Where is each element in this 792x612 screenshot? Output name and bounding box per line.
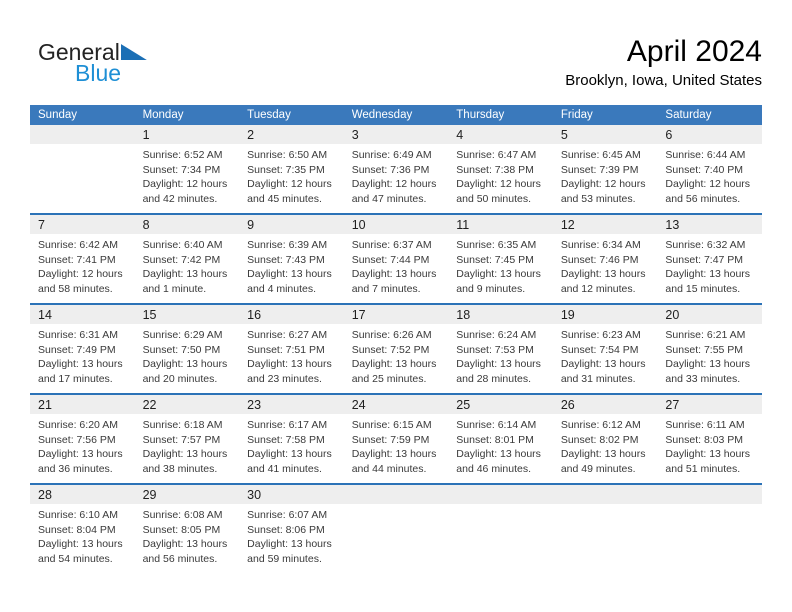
day-cell	[553, 324, 658, 386]
sunrise-text: Sunrise: 6:10 AM	[38, 509, 118, 521]
daylight-text: Daylight: 13 hours and 25 minutes.	[351, 358, 437, 385]
day-number: 1	[142, 127, 150, 142]
day-cell	[553, 414, 658, 476]
sunrise-text: Sunrise: 6:52 AM	[142, 149, 223, 161]
week-row	[30, 125, 762, 213]
sunset-text: Sunset: 7:42 PM	[142, 253, 221, 266]
daylight-text: Daylight: 13 hours and 28 minutes.	[456, 358, 541, 385]
page-subtitle: Brooklyn, Iowa, United States	[565, 72, 762, 89]
calendar-weeks	[30, 125, 762, 573]
day-number-band	[30, 395, 762, 414]
sunset-text: Sunset: 7:41 PM	[38, 253, 116, 266]
day-number-band	[30, 215, 762, 234]
day-number: 20	[665, 307, 680, 322]
general-blue-logo	[38, 39, 147, 86]
sunrise-text: Sunrise: 6:23 AM	[560, 329, 641, 341]
sunrise-text: Sunrise: 6:31 AM	[38, 329, 118, 341]
day-cell	[239, 144, 344, 206]
daylight-text: Daylight: 12 hours and 58 minutes.	[38, 268, 123, 295]
daylight-text: Daylight: 13 hours and 41 minutes.	[247, 448, 332, 475]
sunrise-text: Sunrise: 6:15 AM	[351, 419, 432, 431]
day-header-friday: Friday	[560, 109, 593, 121]
sunset-text: Sunset: 7:34 PM	[142, 163, 221, 176]
sunrise-text: Sunrise: 6:29 AM	[142, 329, 223, 341]
day-cell	[135, 504, 240, 566]
daylight-text: Daylight: 13 hours and 38 minutes.	[142, 448, 228, 475]
sunset-text: Sunset: 7:35 PM	[247, 163, 325, 176]
day-cell	[344, 144, 449, 206]
day-cell	[30, 144, 135, 206]
sunset-text: Sunset: 7:51 PM	[247, 343, 325, 356]
day-cell	[239, 414, 344, 476]
daylight-text: Daylight: 12 hours and 45 minutes.	[247, 178, 332, 205]
sunset-text: Sunset: 7:45 PM	[456, 253, 534, 266]
title-block	[565, 36, 762, 90]
day-number: 29	[142, 487, 157, 502]
day-number: 23	[247, 397, 262, 412]
day-header-monday: Monday	[142, 109, 184, 121]
daylight-text: Daylight: 13 hours and 20 minutes.	[142, 358, 228, 385]
day-cell	[448, 144, 553, 206]
day-cell	[239, 324, 344, 386]
day-cell	[239, 504, 344, 566]
sunrise-text: Sunrise: 6:11 AM	[665, 419, 745, 431]
daylight-text: Daylight: 13 hours and 1 minute.	[142, 268, 228, 295]
sunrise-text: Sunrise: 6:26 AM	[351, 329, 432, 341]
week-row	[30, 213, 762, 303]
day-cell	[30, 504, 135, 566]
day-cell	[448, 504, 553, 566]
sunrise-text: Sunrise: 6:34 AM	[560, 239, 641, 251]
daylight-text: Daylight: 13 hours and 59 minutes.	[247, 538, 332, 565]
day-number: 11	[456, 217, 470, 232]
calendar-table	[30, 105, 762, 573]
sunset-text: Sunset: 7:58 PM	[247, 433, 325, 446]
sunrise-text: Sunrise: 6:35 AM	[456, 239, 537, 251]
sunset-text: Sunset: 8:04 PM	[38, 523, 116, 536]
sunrise-text: Sunrise: 6:12 AM	[560, 419, 641, 431]
day-cell	[448, 234, 553, 296]
sunrise-text: Sunrise: 6:47 AM	[456, 149, 537, 161]
day-details-row	[30, 504, 762, 566]
daylight-text: Daylight: 13 hours and 23 minutes.	[247, 358, 332, 385]
sunrise-text: Sunrise: 6:21 AM	[665, 329, 746, 341]
day-cell	[553, 504, 658, 566]
sunset-text: Sunset: 7:43 PM	[247, 253, 325, 266]
day-number: 26	[560, 397, 575, 412]
sunset-text: Sunset: 7:47 PM	[665, 253, 744, 266]
day-cell	[448, 414, 553, 476]
day-number: 21	[38, 397, 52, 412]
day-cell	[657, 144, 762, 206]
sunset-text: Sunset: 7:38 PM	[456, 163, 534, 176]
sunset-text: Sunset: 7:40 PM	[665, 163, 744, 176]
day-cell	[657, 414, 762, 476]
day-details-row	[30, 144, 762, 206]
sunrise-text: Sunrise: 6:49 AM	[351, 149, 432, 161]
sunrise-text: Sunrise: 6:20 AM	[38, 419, 118, 431]
daylight-text: Daylight: 12 hours and 50 minutes.	[456, 178, 541, 205]
day-number-band	[30, 485, 762, 504]
sunrise-text: Sunrise: 6:50 AM	[247, 149, 328, 161]
week-row	[30, 483, 762, 573]
sunrise-text: Sunrise: 6:18 AM	[142, 419, 223, 431]
day-header-wednesday: Wednesday	[351, 109, 413, 121]
sunrise-text: Sunrise: 6:07 AM	[247, 509, 328, 521]
logo-text-general: General	[38, 39, 120, 65]
day-number: 7	[38, 217, 45, 232]
day-cell	[344, 234, 449, 296]
daylight-text: Daylight: 13 hours and 17 minutes.	[38, 358, 123, 385]
day-cell	[344, 504, 449, 566]
sunrise-text: Sunrise: 6:24 AM	[456, 329, 537, 341]
day-number-band	[30, 305, 762, 324]
sunset-text: Sunset: 7:59 PM	[351, 433, 430, 446]
sunset-text: Sunset: 7:49 PM	[38, 343, 116, 356]
daylight-text: Daylight: 12 hours and 42 minutes.	[142, 178, 228, 205]
day-number: 5	[560, 127, 568, 142]
sunset-text: Sunset: 8:06 PM	[247, 523, 325, 536]
sunset-text: Sunset: 8:03 PM	[665, 433, 744, 446]
daylight-text: Daylight: 13 hours and 51 minutes.	[665, 448, 751, 475]
sunset-text: Sunset: 7:36 PM	[351, 163, 430, 176]
sunset-text: Sunset: 8:02 PM	[560, 433, 639, 446]
daylight-text: Daylight: 13 hours and 15 minutes.	[665, 268, 751, 295]
day-cell	[657, 324, 762, 386]
sunset-text: Sunset: 7:56 PM	[38, 433, 116, 446]
day-number: 19	[560, 307, 575, 322]
day-details-row	[30, 324, 762, 386]
sunset-text: Sunset: 7:55 PM	[665, 343, 744, 356]
sunrise-text: Sunrise: 6:14 AM	[456, 419, 537, 431]
sunset-text: Sunset: 7:39 PM	[560, 163, 639, 176]
sunrise-text: Sunrise: 6:44 AM	[665, 149, 746, 161]
day-cell	[135, 414, 240, 476]
daylight-text: Daylight: 13 hours and 54 minutes.	[38, 538, 123, 565]
week-row	[30, 393, 762, 483]
sunset-text: Sunset: 7:53 PM	[456, 343, 534, 356]
sunset-text: Sunset: 7:57 PM	[142, 433, 221, 446]
day-number: 8	[142, 217, 150, 232]
day-number: 28	[38, 487, 52, 502]
day-header-tuesday: Tuesday	[247, 109, 291, 121]
day-cell	[239, 234, 344, 296]
day-details-row	[30, 234, 762, 296]
day-number: 30	[247, 487, 262, 502]
sunrise-text: Sunrise: 6:45 AM	[560, 149, 641, 161]
daylight-text: Daylight: 13 hours and 12 minutes.	[560, 268, 646, 295]
daylight-text: Daylight: 12 hours and 56 minutes.	[665, 178, 751, 205]
page-title: April 2024	[626, 35, 762, 68]
sunrise-text: Sunrise: 6:32 AM	[665, 239, 746, 251]
day-cell	[135, 144, 240, 206]
sunrise-text: Sunrise: 6:27 AM	[247, 329, 328, 341]
sunset-text: Sunset: 8:05 PM	[142, 523, 221, 536]
sunrise-text: Sunrise: 6:39 AM	[247, 239, 328, 251]
sunrise-text: Sunrise: 6:42 AM	[38, 239, 118, 251]
day-number: 24	[351, 397, 366, 412]
sunset-text: Sunset: 8:01 PM	[456, 433, 534, 446]
day-number: 27	[665, 397, 680, 412]
weekday-header-row	[30, 105, 762, 125]
day-number: 4	[456, 127, 464, 142]
day-cell	[30, 324, 135, 386]
sunset-text: Sunset: 7:54 PM	[560, 343, 639, 356]
daylight-text: Daylight: 13 hours and 56 minutes.	[142, 538, 228, 565]
daylight-text: Daylight: 13 hours and 36 minutes.	[38, 448, 123, 475]
day-number: 22	[142, 397, 157, 412]
day-cell	[657, 504, 762, 566]
daylight-text: Daylight: 13 hours and 46 minutes.	[456, 448, 541, 475]
day-number: 13	[665, 217, 680, 232]
day-number: 12	[560, 217, 575, 232]
daylight-text: Daylight: 13 hours and 33 minutes.	[665, 358, 751, 385]
sunset-text: Sunset: 7:52 PM	[351, 343, 430, 356]
day-cell	[344, 414, 449, 476]
logo-text-blue: Blue	[75, 60, 122, 86]
day-number: 3	[351, 127, 359, 142]
day-number: 25	[456, 397, 471, 412]
day-cell	[553, 144, 658, 206]
sunset-text: Sunset: 7:44 PM	[351, 253, 430, 266]
daylight-text: Daylight: 12 hours and 47 minutes.	[351, 178, 437, 205]
day-cell	[30, 234, 135, 296]
sunrise-text: Sunrise: 6:37 AM	[351, 239, 432, 251]
day-number: 17	[351, 307, 366, 322]
day-number: 14	[38, 307, 52, 322]
logo-triangle-icon	[121, 44, 147, 60]
day-number: 9	[247, 217, 255, 232]
day-number: 6	[665, 127, 673, 142]
day-number: 10	[351, 217, 366, 232]
day-number: 2	[247, 127, 255, 142]
day-header-sunday: Sunday	[38, 109, 78, 121]
day-cell	[657, 234, 762, 296]
day-details-row	[30, 414, 762, 476]
day-number: 15	[142, 307, 157, 322]
day-cell	[30, 414, 135, 476]
daylight-text: Daylight: 13 hours and 9 minutes.	[456, 268, 541, 295]
day-number-band	[30, 125, 762, 144]
daylight-text: Daylight: 13 hours and 7 minutes.	[351, 268, 437, 295]
daylight-text: Daylight: 13 hours and 49 minutes.	[560, 448, 646, 475]
day-cell	[448, 324, 553, 386]
day-cell	[135, 234, 240, 296]
week-row	[30, 303, 762, 393]
sunrise-text: Sunrise: 6:08 AM	[142, 509, 223, 521]
day-cell	[135, 324, 240, 386]
daylight-text: Daylight: 12 hours and 53 minutes.	[560, 178, 646, 205]
daylight-text: Daylight: 13 hours and 44 minutes.	[351, 448, 437, 475]
day-number: 18	[456, 307, 471, 322]
day-cell	[553, 234, 658, 296]
day-header-thursday: Thursday	[456, 109, 505, 121]
sunrise-text: Sunrise: 6:40 AM	[142, 239, 223, 251]
sunset-text: Sunset: 7:46 PM	[560, 253, 639, 266]
daylight-text: Daylight: 13 hours and 4 minutes.	[247, 268, 332, 295]
sunset-text: Sunset: 7:50 PM	[142, 343, 221, 356]
day-cell	[344, 324, 449, 386]
day-number: 16	[247, 307, 262, 322]
day-header-saturday: Saturday	[665, 109, 712, 121]
daylight-text: Daylight: 13 hours and 31 minutes.	[560, 358, 646, 385]
sunrise-text: Sunrise: 6:17 AM	[247, 419, 328, 431]
